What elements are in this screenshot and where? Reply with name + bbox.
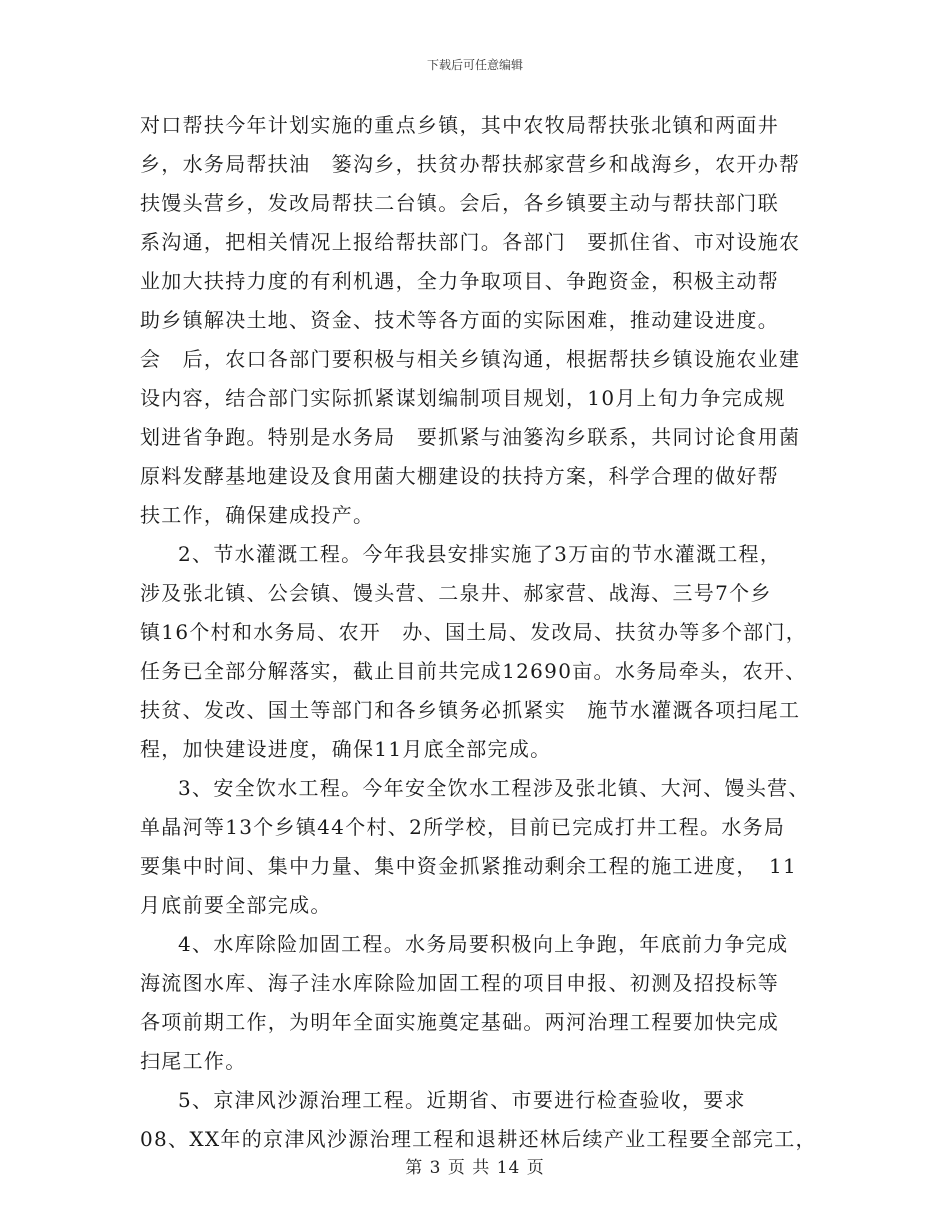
text-line: 会 后，农口各部门要积极与相关乡镇沟通，根据帮扶乡镇设施农业建 xyxy=(140,347,801,371)
text-line: 08、XX年的京津风沙源治理工程和退耕还林后续产业工程要全部完工， xyxy=(140,1127,817,1151)
text-line: 扫尾工作。 xyxy=(140,1049,247,1073)
text-line: 扶馒头营乡，发改局帮扶二台镇。会后，各乡镇要主动与帮扶部门联 xyxy=(140,191,779,215)
text-line: 任务已全部分解落实，截止目前共完成12690亩。水务局牵头，农开、 xyxy=(140,659,807,683)
text-line: 扶贫、发改、国土等部门和各乡镇务必抓紧实 施节水灌溉各项扫尾工 xyxy=(140,698,801,722)
text-line: 助乡镇解决土地、资金、技术等各方面的实际困难，推动建设进度。 xyxy=(140,308,779,332)
text-line: 设内容，结合部门实际抓紧谋划编制项目规划，10月上旬力争完成规 xyxy=(140,386,786,410)
text-line: 业加大扶持力度的有利机遇，全力争取项目、争跑资金，积极主动帮 xyxy=(140,269,779,293)
text-line: 扶工作，确保建成投产。 xyxy=(140,503,375,527)
paragraph-start-line: 4、水库除险加固工程。水务局要积极向上争跑，年底前力争完成 xyxy=(178,932,789,956)
text-line: 海流图水库、海子洼水库除险加固工程的项目申报、初测及招投标等 xyxy=(140,971,779,995)
text-line: 镇16个村和水务局、农开 办、国土局、发改局、扶贫办等多个部门， xyxy=(140,620,808,644)
text-line: 原料发酵基地建设及食用菌大棚建设的扶持方案，科学合理的做好帮 xyxy=(140,464,779,488)
text-line: 程，加快建设进度，确保11月底全部完成。 xyxy=(140,737,552,761)
text-line: 要集中时间、集中力量、集中资金抓紧推动剩余工程的施工进度， 11 xyxy=(140,854,798,878)
text-line: 各项前期工作，为明年全面实施奠定基础。两河治理工程要加快完成 xyxy=(140,1010,779,1034)
document-body xyxy=(140,106,820,1159)
paragraph-start-line: 3、安全饮水工程。今年安全饮水工程涉及张北镇、大河、馒头营、 xyxy=(178,776,810,800)
text-line: 单晶河等13个乡镇44个村、2所学校，目前已完成打井工程。水务局 xyxy=(140,815,786,839)
text-line: 对口帮扶今年计划实施的重点乡镇，其中农牧局帮扶张北镇和两面井 xyxy=(140,113,779,137)
page-footer: 第 3 页 共 14 页 xyxy=(405,1158,545,1178)
text-line: 月底前要全部完成。 xyxy=(140,893,332,917)
page-header: 下载后可任意编辑 xyxy=(426,58,523,72)
paragraph-start-line: 5、京津风沙源治理工程。近期省、市要进行检查验收，要求 xyxy=(178,1088,746,1112)
text-line: 系沟通，把相关情况上报给帮扶部门。各部门 要抓住省、市对设施农 xyxy=(140,230,801,254)
paragraph-start-line: 2、节水灌溉工程。今年我县安排实施了3万亩的节水灌溉工程， xyxy=(178,542,782,566)
text-line: 乡，水务局帮扶油 篓沟乡，扶贫办帮扶郝家营乡和战海乡，农开办帮 xyxy=(140,152,801,176)
text-line: 涉及张北镇、公会镇、馒头营、二泉井、郝家营、战海、三号7个乡 xyxy=(140,581,772,605)
text-line: 划进省争跑。特别是水务局 要抓紧与油篓沟乡联系，共同讨论食用菌 xyxy=(140,425,801,449)
